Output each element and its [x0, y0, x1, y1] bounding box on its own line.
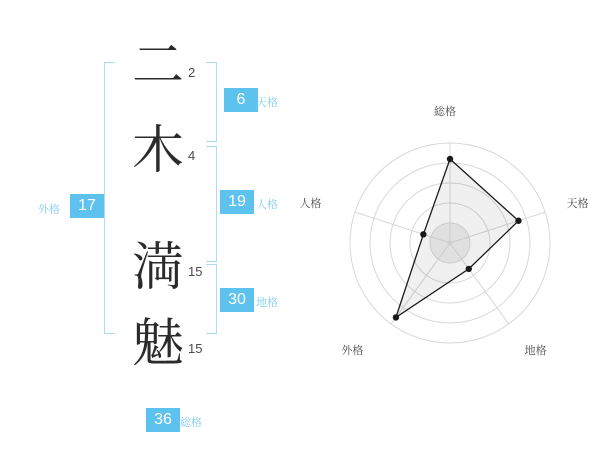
kanji-char-2: 木 [131, 121, 184, 181]
radar-series-polygon [396, 159, 519, 317]
axis-label-tenkaku: 天格 [566, 198, 589, 210]
stroke-count-2: 4 [188, 148, 196, 163]
kanji-char-1: 二 [131, 36, 184, 96]
bracket-jinkaku [206, 146, 217, 262]
badge-jinkaku-label: 人格 [256, 199, 278, 211]
radar-data-point [515, 218, 521, 224]
name-stroke-diagram [0, 0, 300, 470]
badge-gaikaku-value: 17 [70, 194, 104, 218]
badge-soukaku-value: 36 [146, 408, 180, 432]
badge-chikaku-label: 地格 [256, 297, 278, 309]
axis-label-jinkaku: 人格 [299, 198, 322, 210]
kanji-char-3: 満 [131, 238, 184, 298]
bracket-chikaku [206, 264, 217, 334]
badge-tenkaku-value: 6 [224, 88, 258, 112]
bracket-tenkaku [206, 62, 217, 142]
stroke-count-4: 15 [188, 341, 203, 356]
badge-chikaku-value: 30 [220, 288, 254, 312]
axis-label-soukaku: 総格 [434, 106, 456, 118]
radar-data-point [466, 266, 472, 272]
radar-chart-svg [300, 0, 600, 470]
kanji-char-4: 魅 [131, 314, 184, 374]
axis-label-chikaku: 地格 [524, 344, 547, 357]
badge-jinkaku-value: 19 [220, 190, 254, 214]
stroke-count-1: 2 [188, 65, 196, 80]
axis-label-gaikaku: 外格 [341, 344, 364, 357]
stroke-count-3: 15 [188, 264, 203, 279]
badge-gaikaku-label: 外格 [38, 204, 60, 216]
badge-tenkaku-label: 天格 [256, 97, 278, 109]
badge-soukaku-label: 総格 [180, 417, 202, 429]
radar-data-point [393, 314, 399, 320]
radar-chart [300, 0, 600, 470]
bracket-outer [104, 62, 115, 334]
radar-data-point [447, 156, 453, 162]
radar-data-point [420, 231, 426, 237]
